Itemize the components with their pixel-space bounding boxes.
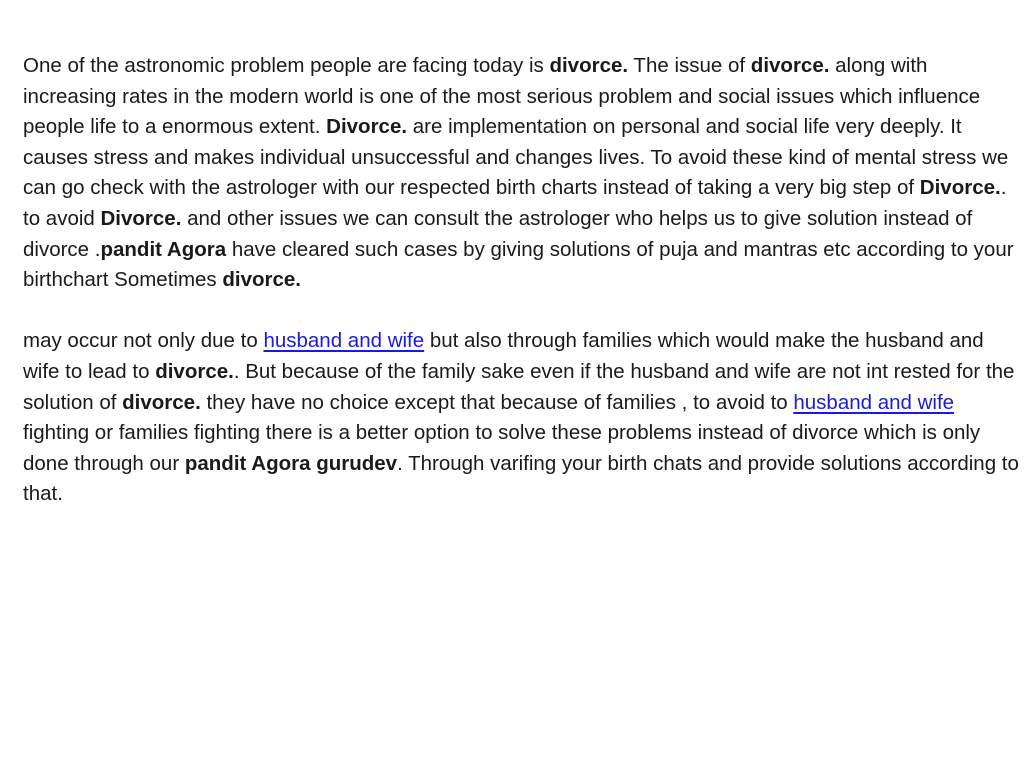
bold-keyword: divorce.	[122, 390, 201, 414]
text-run: they have no choice except that because of families , to avoid to	[200, 390, 794, 414]
bold-keyword: Divorce.	[919, 176, 1001, 200]
paragraph-2	[23, 326, 1019, 510]
text-run: . But because of the family sake even if the husband and wife are not int rested for the solution of	[23, 359, 1015, 414]
bold-name: pandit Agora gurudev	[184, 451, 398, 475]
text-run: but also through families which would make the husband and wife to lead to	[23, 329, 984, 383]
husband-and-wife-link[interactable]: husband and wife	[793, 390, 955, 414]
slide-content	[23, 51, 1019, 510]
text-run: are implementation on personal and social life very deeply. It causes stress and makes individual unsuccessful and changes lives. To avoid these kind of mental stress we can go check with the astrologer with our respected birth charts instead of taking a very big step of	[23, 115, 1009, 200]
paragraph-1	[23, 51, 1019, 296]
text-run: fighting or families fighting there is a better option to solve these problems instead of divorce which is only done through our	[23, 421, 981, 475]
text-run: may occur not only due to	[23, 329, 264, 353]
bold-keyword: Divorce.	[100, 206, 182, 230]
bold-keyword: divorce.	[750, 54, 830, 77]
paragraph-spacer	[23, 296, 1019, 327]
text-run: have cleared such cases by giving solutions of puja and mantras etc according to your birthchart Sometimes	[23, 237, 1014, 292]
text-run: and other issues we can consult the astrologer who helps us to give solution instead of divorce .	[23, 206, 973, 261]
bold-keyword: Divorce.	[326, 115, 408, 139]
text-run: The issue of	[628, 54, 751, 77]
text-run: . Through varifing your birth chats and provide solutions according to that.	[23, 451, 1019, 506]
bold-keyword: divorce.	[155, 359, 234, 383]
text-run: One of the astronomic problem people are facing today is	[23, 54, 550, 77]
husband-and-wife-link[interactable]: husband and wife	[263, 329, 425, 353]
bold-keyword: divorce.	[549, 54, 629, 77]
text-run: along with increasing rates in the modern world is one of the most serious problem and social issues which influence people life to a enormous extent.	[23, 54, 981, 139]
bold-name: pandit Agora	[100, 237, 227, 261]
text-run: . to avoid	[23, 176, 1007, 230]
bold-keyword: divorce.	[222, 268, 301, 292]
